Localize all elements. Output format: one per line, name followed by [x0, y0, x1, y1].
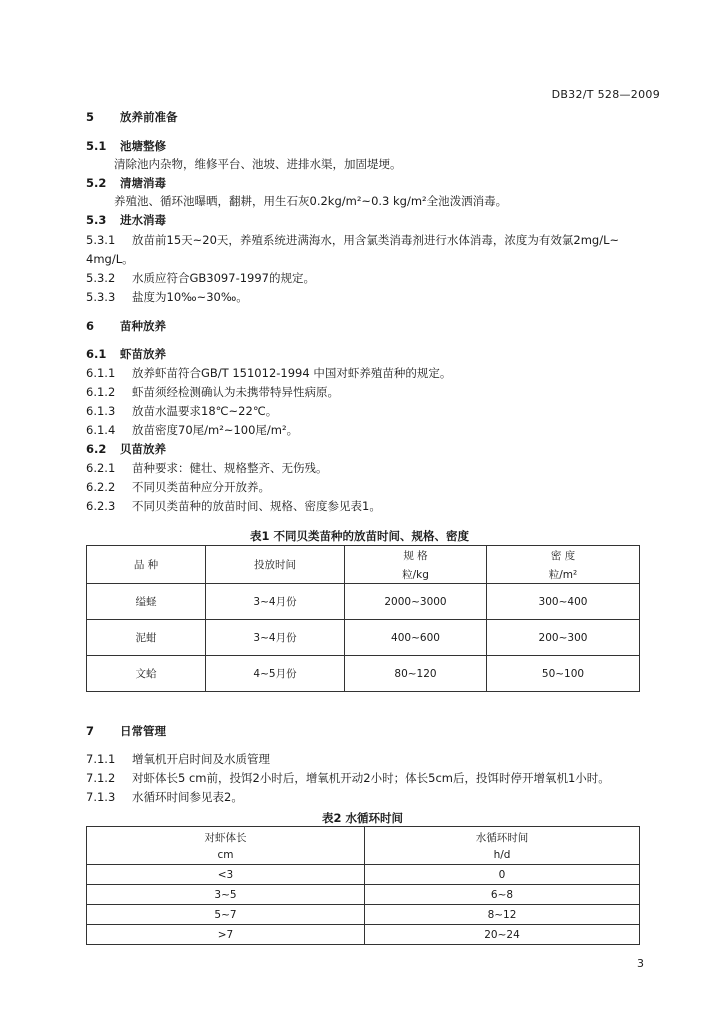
section-number: 5.3.1 — [86, 233, 116, 247]
section-number: 6.1 — [86, 347, 107, 361]
section-title: 进水消毒 — [120, 213, 166, 227]
cell-density: 200~300 — [487, 620, 640, 656]
cell-length: >7 — [87, 925, 365, 945]
section-body: 盐度为10‰~30‰。 — [132, 290, 248, 304]
section-body: 对虾体长5 cm前，投饵2小时后，增氧机开动2小时；体长5cm后，投饵时停开增氧机1小时。 — [132, 771, 610, 785]
section-6-2-3 — [86, 499, 381, 513]
section-body: 水循环时间参见表2。 — [132, 790, 243, 804]
section-number: 5.3.3 — [86, 290, 116, 304]
section-7-1-1 — [86, 752, 270, 766]
header-length — [87, 827, 365, 865]
header-length-label: 对虾体长 — [204, 832, 247, 844]
section-number: 7.1.1 — [86, 752, 116, 766]
section-body: 放养虾苗符合GB/T 151012-1994 中国对虾养殖苗种的规定。 — [132, 366, 452, 380]
cell-spec: 80~120 — [345, 656, 487, 692]
section-number: 5.3.2 — [86, 271, 116, 285]
section-number: 7.1.2 — [86, 771, 116, 785]
header-species: 品 种 — [87, 546, 206, 584]
section-title: 虾苗放养 — [120, 347, 166, 361]
page-number: 3 — [637, 957, 644, 970]
section-5-3-heading — [86, 213, 166, 227]
section-6-2-heading — [86, 442, 166, 456]
section-title: 苗种放养 — [120, 319, 166, 333]
section-5-3-1 — [86, 233, 619, 247]
section-body: 增氧机开启时间及水质管理 — [132, 752, 270, 766]
section-5-1-heading — [86, 139, 166, 153]
section-body: 水质应符合GB3097-1997的规定。 — [132, 271, 315, 285]
section-5-heading — [86, 110, 178, 124]
section-number: 6 — [86, 319, 95, 333]
section-number: 7 — [86, 724, 95, 738]
table-row — [87, 584, 640, 620]
section-body: 苗种要求：健壮、规格整齐、无伤残。 — [132, 461, 328, 475]
section-number: 5.1 — [86, 139, 107, 153]
section-5-3-2 — [86, 271, 315, 285]
header-spec — [345, 546, 487, 584]
cell-cycle: 20~24 — [365, 925, 640, 945]
section-title: 清塘消毒 — [120, 176, 166, 190]
section-number: 6.2.2 — [86, 480, 116, 494]
section-title: 放养前准备 — [120, 110, 178, 124]
section-body: 不同贝类苗种的放苗时间、规格、密度参见表1。 — [132, 499, 381, 513]
section-number: 5.2 — [86, 176, 107, 190]
header-cycle-label: 水循环时间 — [475, 832, 529, 844]
cell-time: 3~4月份 — [206, 584, 345, 620]
table-row — [87, 925, 640, 945]
table-row — [87, 905, 640, 925]
section-6-1-4 — [86, 423, 298, 437]
table-row — [87, 865, 640, 885]
section-6-1-3 — [86, 404, 277, 418]
header-density-unit: 粒/m² — [548, 568, 578, 581]
cell-time: 4~5月份 — [206, 656, 345, 692]
table-2-caption: 表2 水循环时间 — [322, 811, 404, 825]
section-6-1-2 — [86, 385, 339, 399]
header-spec-label: 规 格 — [403, 549, 428, 562]
cell-length: 3~5 — [87, 885, 365, 905]
table-header-row — [87, 827, 640, 865]
header-spec-unit: 粒/kg — [402, 568, 429, 581]
header-cycle — [365, 827, 640, 865]
table-row — [87, 620, 640, 656]
table-header-row — [87, 546, 640, 584]
cell-length: <3 — [87, 865, 365, 885]
cell-length: 5~7 — [87, 905, 365, 925]
section-number: 6.1.4 — [86, 423, 116, 437]
cell-density: 50~100 — [487, 656, 640, 692]
section-body: 不同贝类苗种应分开放养。 — [132, 480, 270, 494]
table-row — [87, 656, 640, 692]
cell-cycle: 0 — [365, 865, 640, 885]
section-number: 6.1.1 — [86, 366, 116, 380]
section-5-2-body: 养殖池、循环池曝晒，翻耕，用生石灰0.2kg/m²~0.3 kg/m²全池泼洒消毒。 — [114, 194, 508, 208]
section-5-3-1-continued: 4mg/L。 — [86, 252, 134, 266]
document-code: DB32/T 528—2009 — [551, 88, 660, 101]
section-body: 虾苗须经检测确认为未携带特异性病原。 — [132, 385, 339, 399]
cell-species: 泥蚶 — [87, 620, 206, 656]
section-title: 贝苗放养 — [120, 442, 166, 456]
section-number: 6.2.3 — [86, 499, 116, 513]
section-title: 池塘整修 — [120, 139, 166, 153]
section-7-1-3 — [86, 790, 243, 804]
section-number: 6.2 — [86, 442, 107, 456]
header-density — [487, 546, 640, 584]
section-6-heading — [86, 319, 166, 333]
section-6-1-heading — [86, 347, 166, 361]
cell-spec: 2000~3000 — [345, 584, 487, 620]
cell-spec: 400~600 — [345, 620, 487, 656]
section-number: 5 — [86, 110, 95, 124]
table-1 — [86, 545, 640, 692]
table-1-caption: 表1 不同贝类苗种的放苗时间、规格、密度 — [250, 529, 470, 543]
section-number: 6.1.3 — [86, 404, 116, 418]
header-length-unit: cm — [217, 849, 234, 861]
section-number: 6.1.2 — [86, 385, 116, 399]
section-body: 放苗水温要求18℃~22℃。 — [132, 404, 278, 418]
header-time: 投放时间 — [206, 546, 345, 584]
header-cycle-unit: h/d — [493, 849, 511, 861]
cell-time: 3~4月份 — [206, 620, 345, 656]
section-6-1-1 — [86, 366, 451, 380]
section-7-heading — [86, 724, 166, 738]
section-6-2-2 — [86, 480, 270, 494]
cell-species: 文蛤 — [87, 656, 206, 692]
cell-cycle: 8~12 — [365, 905, 640, 925]
header-density-label: 密 度 — [550, 549, 576, 562]
section-5-2-heading — [86, 176, 166, 190]
section-number: 6.2.1 — [86, 461, 116, 475]
section-body: 放苗密度70尾/m²~100尾/m²。 — [132, 423, 299, 437]
table-2 — [86, 826, 640, 945]
section-number: 7.1.3 — [86, 790, 116, 804]
section-body: 放苗前15天~20天，养殖系统进满海水，用含氯类消毒剂进行水体消毒，浓度为有效氯2mg/L~ — [132, 233, 620, 247]
cell-species: 缢蛏 — [87, 584, 206, 620]
section-5-1-body: 清除池内杂物，维修平台、池坡、进排水渠，加固堤埂。 — [114, 157, 402, 171]
section-5-3-3 — [86, 290, 248, 304]
table-row — [87, 885, 640, 905]
section-7-1-2 — [86, 771, 610, 785]
section-title: 日常管理 — [120, 724, 166, 738]
section-number: 5.3 — [86, 213, 107, 227]
cell-density: 300~400 — [487, 584, 640, 620]
section-6-2-1 — [86, 461, 328, 475]
cell-cycle: 6~8 — [365, 885, 640, 905]
